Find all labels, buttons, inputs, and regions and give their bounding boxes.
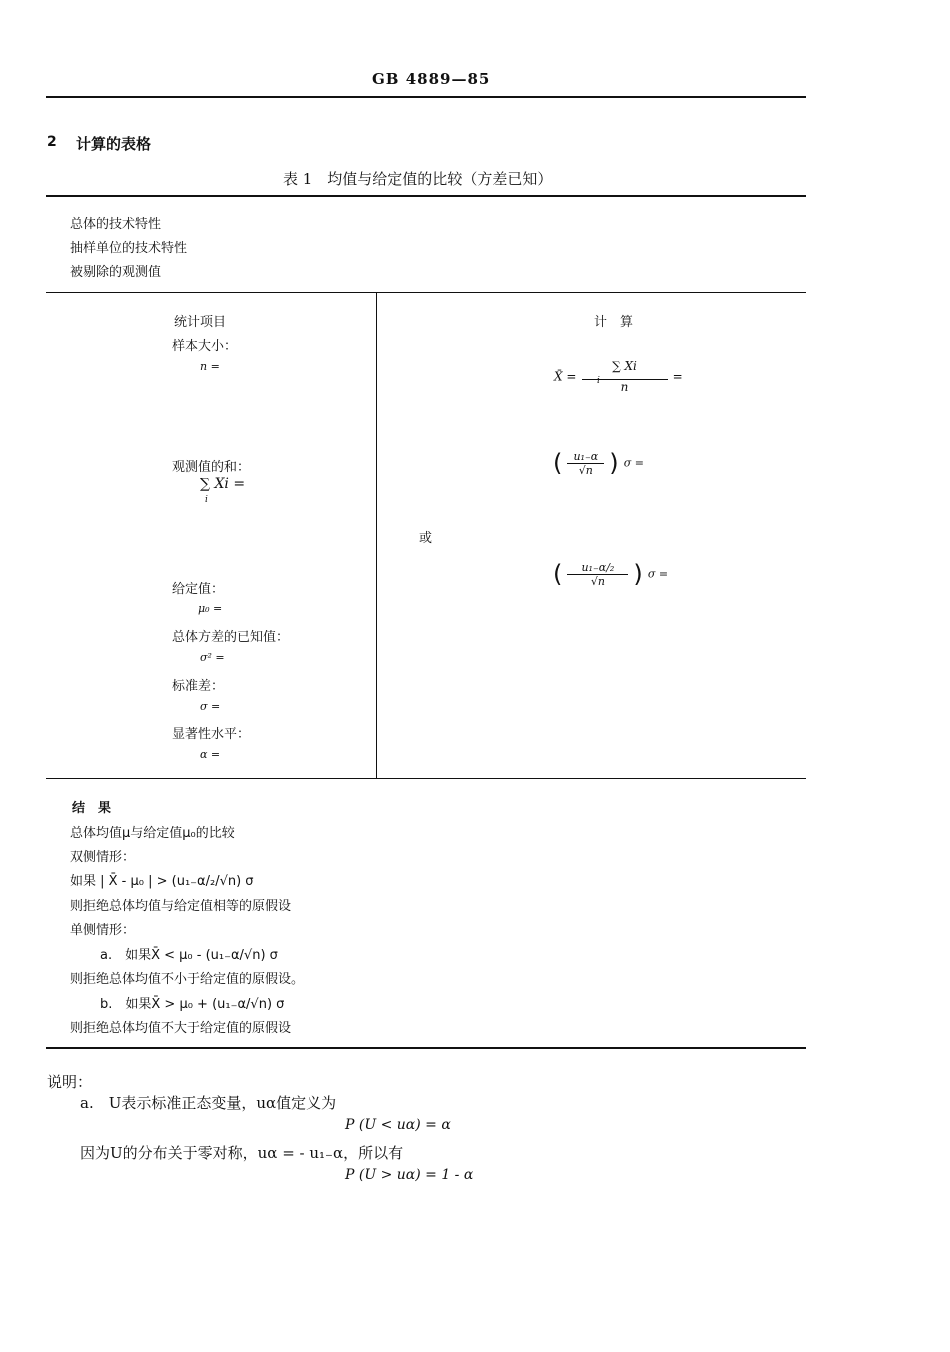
notes-formula-1: P (U < uα) = α <box>345 1117 451 1133</box>
one-sided-denominator: √n <box>578 463 593 477</box>
results-line: a. 如果X̄ < μ₀ - (u₁₋α/√n) σ <box>100 948 278 963</box>
results-line: 则拒绝总体均值不小于给定值的原假设。 <box>70 972 305 987</box>
mean-numerator-index: i <box>597 376 600 386</box>
notes-item-a: a. U表示标准正态变量，uα值定义为 <box>80 1094 337 1112</box>
column-divider <box>376 292 377 778</box>
notes-heading: 说明： <box>47 1073 93 1091</box>
significance-expr: α = <box>200 748 221 761</box>
section-number: 2 <box>47 134 57 150</box>
sum-subscript: i <box>205 495 208 505</box>
mean-numerator: ∑ Xi <box>612 359 637 373</box>
sum-expr: ∑ Xi = <box>200 476 246 492</box>
results-line: 总体均值μ与给定值μ₀的比较 <box>70 826 235 841</box>
mean-formula-eq: = <box>672 369 683 384</box>
section-title: 计算的表格 <box>76 135 152 153</box>
table-top-rule <box>46 195 806 197</box>
standard-number: GB 4889—85 <box>372 70 491 88</box>
meta-line: 抽样单位的技术特性 <box>70 241 188 256</box>
one-sided-fraction <box>567 450 604 477</box>
notes-line-2: 因为U的分布关于零对称，uα = - u₁₋α，所以有 <box>80 1144 404 1162</box>
meta-line: 被剔除的观测值 <box>70 265 162 280</box>
std-dev-expr: σ = <box>200 700 221 713</box>
meta-line: 总体的技术特性 <box>70 217 162 232</box>
results-line: 如果 | X̄ - μ₀ | > (u₁₋α/₂/√n) σ <box>70 874 254 889</box>
results-line: b. 如果X̄ > μ₀ + (u₁₋α/√n) σ <box>100 997 285 1012</box>
results-line: 单侧情形： <box>70 923 136 938</box>
variance-expr: σ² = <box>200 651 225 664</box>
sample-size-expr: n = <box>200 360 220 373</box>
two-sided-factor: ( $\frac{\text{u₁₋α/₂}}{√n}$ ) σ = <box>553 560 669 588</box>
given-value-expr: μ₀ = <box>198 602 223 615</box>
given-value-label: 给定值： <box>172 582 225 597</box>
table-middle-rule <box>46 292 806 293</box>
significance-label: 显著性水平： <box>172 727 251 742</box>
std-dev-label: 标准差： <box>172 679 225 694</box>
one-sided-numerator: u₁₋α <box>567 450 604 464</box>
notes-formula-2: P (U > uα) = 1 - α <box>345 1167 474 1183</box>
two-sided-numerator: u₁₋α/₂ <box>567 561 628 575</box>
results-heading: 结 果 <box>72 801 112 816</box>
two-sided-tail: σ = <box>647 567 669 581</box>
two-sided-fraction <box>567 561 628 588</box>
left-column-header: 统计项目 <box>174 315 227 330</box>
sample-size-label: 样本大小： <box>172 339 238 354</box>
mean-formula <box>554 359 683 394</box>
header-rule <box>46 96 806 98</box>
one-sided-factor: ( $\frac{\text{u₁₋α}}{√n}$ ) σ = <box>553 449 644 477</box>
right-column-header: 计 算 <box>594 315 634 330</box>
or-text: 或 <box>419 531 433 546</box>
results-line: 双侧情形： <box>70 850 136 865</box>
mean-denominator: n <box>620 380 629 394</box>
mean-formula-lhs: X̄ = <box>554 369 577 384</box>
table-lower-rule <box>46 778 806 779</box>
results-line: 则拒绝总体均值不大于给定值的原假设 <box>70 1021 292 1036</box>
sum-label: 观测值的和： <box>172 460 251 475</box>
table-title: 表 1 均值与给定值的比较（方差已知） <box>283 170 553 188</box>
two-sided-denominator: √n <box>590 574 605 588</box>
one-sided-tail: σ = <box>623 456 644 470</box>
mean-fraction <box>582 359 668 394</box>
variance-label: 总体方差的已知值： <box>172 630 290 645</box>
results-line: 则拒绝总体均值与给定值相等的原假设 <box>70 899 292 914</box>
table-bottom-rule <box>46 1047 806 1049</box>
